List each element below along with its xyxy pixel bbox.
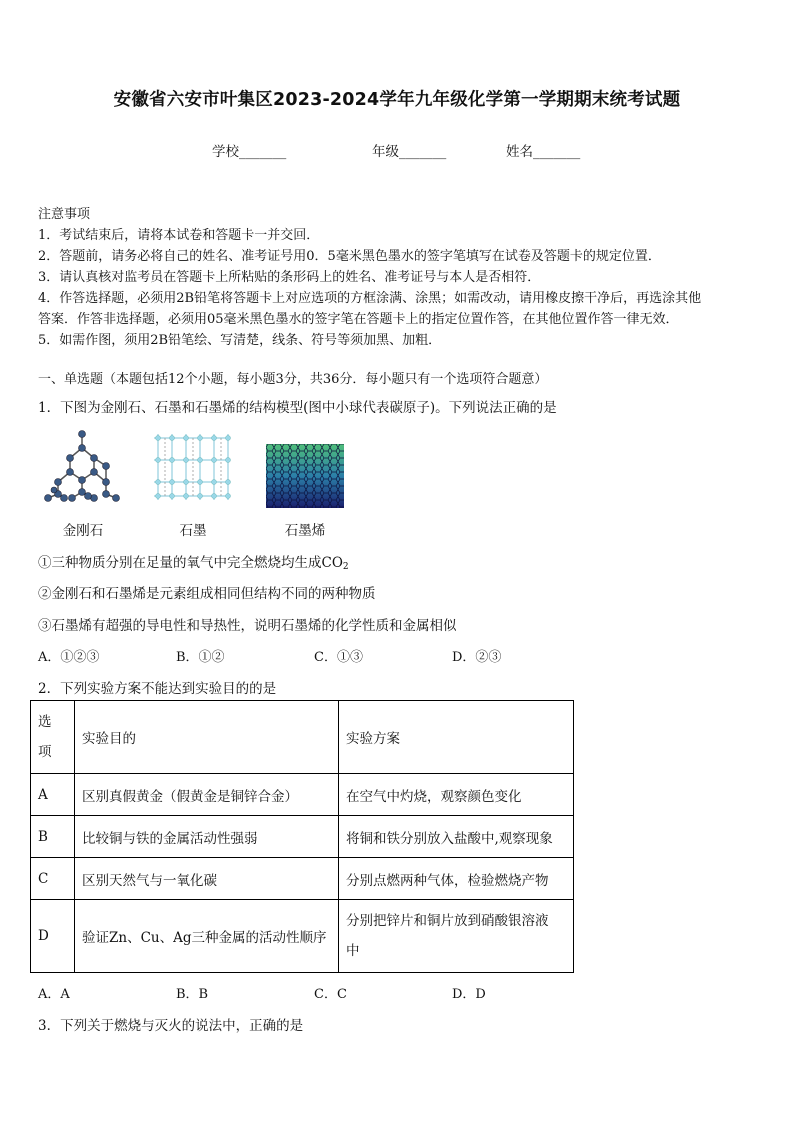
header-option: 选 项	[31, 701, 75, 774]
q1-option-a[interactable]: A．①②③	[38, 650, 100, 665]
statement-1-subscript: 2	[342, 562, 349, 572]
diamond-structure-image	[42, 428, 122, 504]
row-plan: 将铜和铁分别放入盐酸中,观察现象	[339, 816, 574, 858]
diamond-label: 金刚石	[62, 523, 104, 539]
name-field[interactable]: 姓名_______	[506, 144, 581, 160]
grade-field[interactable]: 年级_______	[372, 144, 447, 160]
table-row	[31, 774, 574, 816]
statement-1-text: ①三种物质分别在足量的氧气中完全燃烧均生成CO	[38, 555, 343, 571]
row-plan: 分别点燃两种气体，检验燃烧产物	[339, 858, 574, 900]
q1-option-c[interactable]: C．①③	[314, 650, 363, 665]
table-header-row	[31, 701, 574, 774]
experiment-table	[30, 700, 574, 973]
row-goal: 区别真假黄金（假黄金是铜锌合金）	[75, 774, 339, 816]
graphene-label: 石墨烯	[284, 523, 326, 539]
question-2-stem: 2．下列实验方案不能达到实验目的的是	[38, 681, 277, 697]
note-item: 1．考试结束后，请将本试卷和答题卡一并交回．	[38, 228, 320, 243]
row-goal: 比较铜与铁的金属活动性强弱	[75, 816, 339, 858]
note-item: 3．请认真核对监考员在答题卡上所粘贴的条形码上的姓名、准考证号与本人是否相符．	[38, 270, 541, 285]
statement-1	[38, 551, 349, 572]
q1-option-d[interactable]: D．②③	[452, 650, 502, 665]
q1-option-b[interactable]: B．①②	[176, 650, 225, 665]
question-3-stem: 3．下列关于燃烧与灭火的说法中，正确的是	[38, 1018, 304, 1034]
table-row	[31, 858, 574, 900]
row-goal: 验证Zn、Cu、Ag三种金属的活动性顺序	[75, 900, 339, 973]
section-heading: 一、单选题（本题包括12个小题，每小题3分，共36分．每小题只有一个选项符合题意）	[38, 372, 548, 387]
row-plan: 在空气中灼烧，观察颜色变化	[339, 774, 574, 816]
row-option: C	[31, 858, 75, 900]
q2-option-c[interactable]: C．C	[314, 987, 347, 1002]
note-item: 5．如需作图，须用2B铅笔绘、写清楚，线条、符号等须加黑、加粗．	[38, 333, 442, 348]
school-field[interactable]: 学校_______	[212, 144, 287, 160]
row-plan: 分别把锌片和铜片放到硝酸银溶液 中	[339, 900, 574, 973]
graphene-structure-image	[266, 444, 344, 508]
note-item: 4．作答选择题，必须用2B铅笔将答题卡上对应选项的方框涂满、涂黑；如需改动，请用橡皮擦干净后，再选涂其他	[38, 291, 702, 306]
note-item: 答案．作答非选择题，必须用05毫米黑色墨水的签字笔在答题卡上的指定位置作答，在其他位置作答一律无效．	[38, 312, 679, 327]
statement-3: ③石墨烯有超强的导电性和导热性，说明石墨烯的化学性质和金属相似	[38, 618, 457, 634]
q2-option-a[interactable]: A．A	[38, 987, 70, 1002]
graphite-label: 石墨	[179, 523, 207, 539]
row-option: D	[31, 900, 75, 973]
student-info-row	[0, 140, 794, 160]
table-row	[31, 900, 574, 973]
row-option: A	[31, 774, 75, 816]
notes-title: 注意事项	[38, 207, 91, 222]
question-1-stem: 1．下图为金刚石、石墨和石墨烯的结构模型(图中小球代表碳原子)。下列说法正确的是	[38, 400, 557, 416]
note-item: 2．答题前，请务必将自己的姓名、准考证号用0．5毫米黑色墨水的签字笔填写在试卷及答题卡的规定位置．	[38, 249, 661, 264]
row-option: B	[31, 816, 75, 858]
q2-option-d[interactable]: D．D	[452, 987, 486, 1002]
graphite-structure-image	[150, 430, 234, 502]
page-title: 安徽省六安市叶集区2023-2024学年九年级化学第一学期期末统考试题	[113, 90, 681, 110]
table-row	[31, 816, 574, 858]
header-plan: 实验方案	[339, 701, 574, 774]
header-goal: 实验目的	[75, 701, 339, 774]
statement-2: ②金刚石和石墨烯是元素组成相同但结构不同的两种物质	[38, 586, 376, 602]
q2-option-b[interactable]: B．B	[176, 987, 209, 1002]
row-goal: 区别天然气与一氧化碳	[75, 858, 339, 900]
